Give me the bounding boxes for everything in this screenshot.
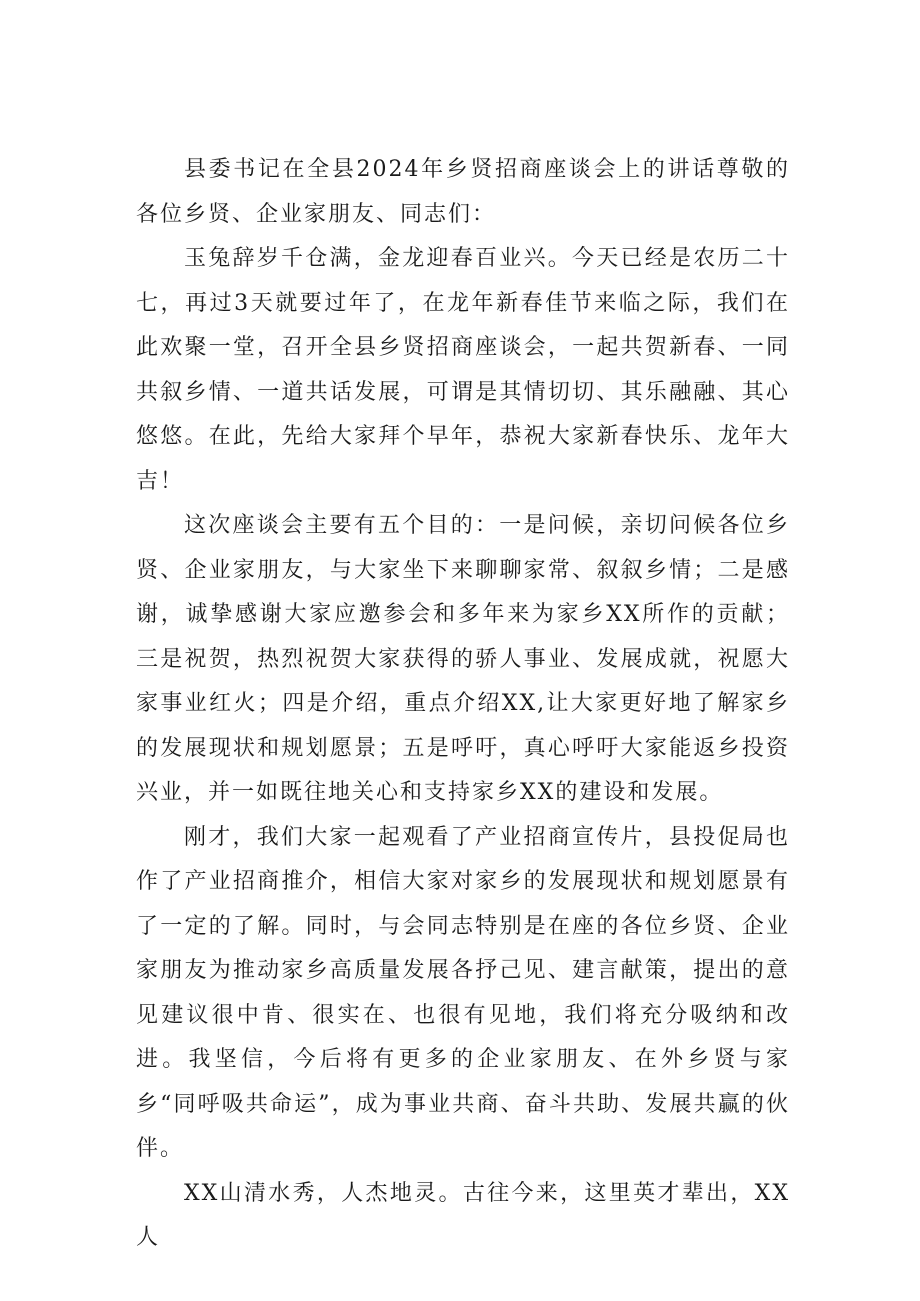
paragraph-review: 刚才，我们大家一起观看了产业招商宣传片，县投促局也作了产业招商推介，相信大家对家乡的发展现状和规划愿景有了一定的了解。同时，与会同志特别是在座的各位乡贤、企业家朋友为推动家乡高质量发展各抒己见、建言献策，提出的意见建议很中肯、很实在、也很有见地，我们将充分吸纳和改进。我坚信，今后将有更多的企业家朋友、在外乡贤与家乡“同呼吸共命运”，成为事业共商、奋斗共助、发展共赢的伙伴。 <box>136 824 790 1161</box>
document-body <box>136 148 790 1261</box>
paragraph-hometown: XX山清水秀，人杰地灵。古往今来，这里英才辈出，XX人 <box>136 1180 790 1250</box>
paragraph-purposes: 这次座谈会主要有五个目的：一是问候，亲切问候各位乡贤、企业家朋友，与大家坐下来聊聊家常、叙叙乡情；二是感谢，诚挚感谢大家应邀参会和多年来为家乡XX所作的贡献；三是祝贺，热烈祝贺大家获得的骄人事业、发展成就，祝愿大家事业红火；四是介绍，重点介绍XX,让大家更好地了解家乡的发展现状和规划愿景；五是呼吁，真心呼吁大家能返乡投资兴业，并一如既往地关心和支持家乡XX的建设和发展。 <box>136 513 790 805</box>
paragraph-greeting: 玉兔辞岁千仓满，金龙迎春百业兴。今天已经是农历二十七，再过3天就要过年了，在龙年新春佳节来临之际，我们在此欢聚一堂，召开全县乡贤招商座谈会，一起共贺新春、一同共叙乡情、一道共话发展，可谓是其情切切、其乐融融、其心悠悠。在此，先给大家拜个早年，恭祝大家新春快乐、龙年大吉！ <box>136 246 790 494</box>
speech-title-and-salutation: 县委书记在全县2024年乡贤招商座谈会上的讲话尊敬的各位乡贤、企业家朋友、同志们： <box>136 157 790 227</box>
